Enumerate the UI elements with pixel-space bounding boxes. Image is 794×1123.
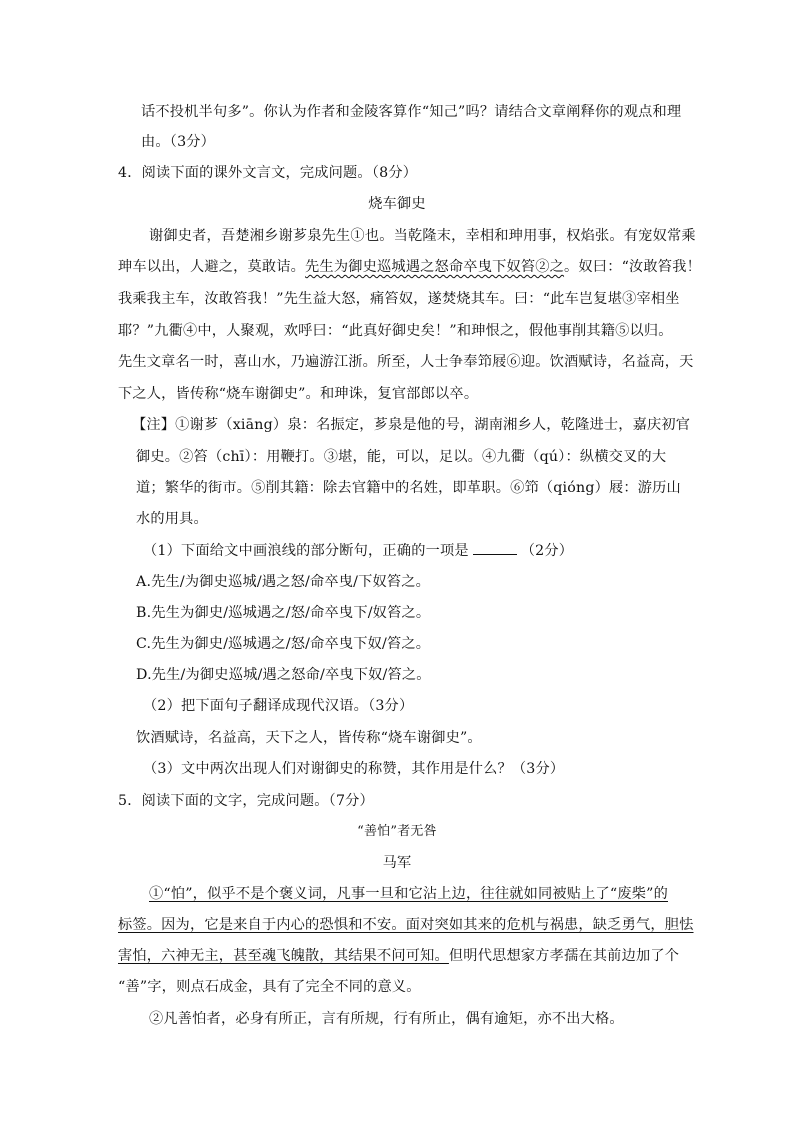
q4-passage-line2-post: 。奴曰：“汝敢笞我！ xyxy=(564,259,701,275)
q4-option-b: B.先生为御史/巡城遇之/怒/命卒曳下/奴笞之。 xyxy=(136,605,431,621)
q5-author: 马军 xyxy=(382,855,412,871)
q3-tail-line1: 话不投机半句多”。你认为作者和金陵客算作“知己”吗？请结合文章阐释你的观点和理 xyxy=(141,104,682,120)
wavy-underlined-sentence: 先生为御史巡城遇之怒命卒曳下奴笞②之 xyxy=(305,259,565,275)
q5-heading: 5．阅读下面的文字，完成问题。（7分） xyxy=(118,793,374,809)
q5-para2: ②凡善怕者，必身有所正，言有所规，行有所止，偶有逾矩，亦不出大格。 xyxy=(149,1011,624,1027)
q4-passage-line6: 下之人，皆传称“烧车谢御史”。和珅诛，复官部郎以卒。 xyxy=(118,386,479,402)
q5-para1-line4: “善”字，则点石成金，具有了完全不同的意义。 xyxy=(118,979,421,995)
answer-blank[interactable] xyxy=(473,540,517,555)
q4-sub2: （2）把下面句子翻译成现代汉语。（3分） xyxy=(143,698,414,714)
q4-option-a: A.先生/为御史巡城/遇之怒/命卒曳/下奴笞之。 xyxy=(136,574,431,590)
q4-sub1-text: （1）下面给文中画浪线的部分断句，正确的一项是 xyxy=(143,543,469,559)
q5-para1-line3-post: 但明代思想家方孝孺在其前边加了个 xyxy=(448,948,680,964)
q4-sub1-score: （2分） xyxy=(520,543,574,559)
q4-passage-line2 xyxy=(118,256,701,278)
q4-sub3: （3）文中两次出现人们对谢御史的称赞，其作用是什么？（3分） xyxy=(143,761,565,777)
q4-note-line4: 水的用具。 xyxy=(136,511,208,527)
q5-para1-line2: 标签。因为，它是来自于内心的恐惧和不安。面对突如其来的危机与祸患，缺乏勇气，胆怯 xyxy=(118,917,694,933)
q3-tail-line2: 由。（3分） xyxy=(141,134,216,150)
q5-para1-line3-underlined: 害怕，六神无主，甚至魂飞魄散，其结果不问可知。 xyxy=(118,948,449,964)
q4-option-d: D.先生/为御史巡城/遇之怒命/卒曳下奴/笞之。 xyxy=(136,667,431,683)
q5-para1-line3 xyxy=(118,945,679,967)
q4-passage-line3: 我乘我主车，汝敢笞我！”先生益大怒，痛笞奴，遂焚烧其车。曰：“此车岂复堪③宰相坐 xyxy=(118,291,680,307)
q4-sub2-sentence: 饮酒赋诗，名益高，天下之人，皆传称“烧车谢御史”。 xyxy=(136,730,482,746)
q4-passage-line2-pre: 珅车以出，人避之，莫敢诘。 xyxy=(118,259,306,275)
q4-passage-line5: 先生文章名一时，喜山水，乃遍游江浙。所至，人士争奉笻屐⑥迎。饮酒赋诗，名益高，天 xyxy=(118,354,694,370)
q4-note-line3: 道；繁华的街市。⑤削其籍：除去官籍中的名姓，即革职。⑥笻（qióng）屐：游历山 xyxy=(136,480,681,496)
q4-passage-line1: 谢御史者，吾楚湘乡谢芗泉先生①也。当乾隆末，幸相和珅用事，权焰张。有宠奴常乘 xyxy=(149,228,696,244)
q5-title: “善怕”者无咎 xyxy=(357,824,437,839)
q4-note-line2: 御史。②笞（chī）：用鞭打。③堪，能，可以，足以。④九衢（qú）：纵横交叉的大 xyxy=(136,449,667,465)
q4-note-line1: 【注】①谢芗（xiāng）泉：名振定，芗泉是他的号，湖南湘乡人，乾隆进士，嘉庆初官 xyxy=(132,417,691,433)
q4-heading: 4．阅读下面的课外文言文，完成问题。（8分） xyxy=(118,165,418,181)
q4-title: 烧车御史 xyxy=(368,196,426,212)
q4-passage-line4: 耶？”九衢④中，人聚观，欢呼曰：“此真好御史矣！”和珅恨之，假他事削其籍⑤以归。 xyxy=(118,323,673,339)
q5-para1-line1: ①“怕”，似乎不是个褒义词，凡事一旦和它沾上边，往往就如同被贴上了“废柴”的 xyxy=(149,886,668,902)
q4-option-c: C.先生为御史/巡城遇之/怒/命卒曳下奴/笞之。 xyxy=(136,636,431,652)
q4-sub1 xyxy=(143,540,573,562)
